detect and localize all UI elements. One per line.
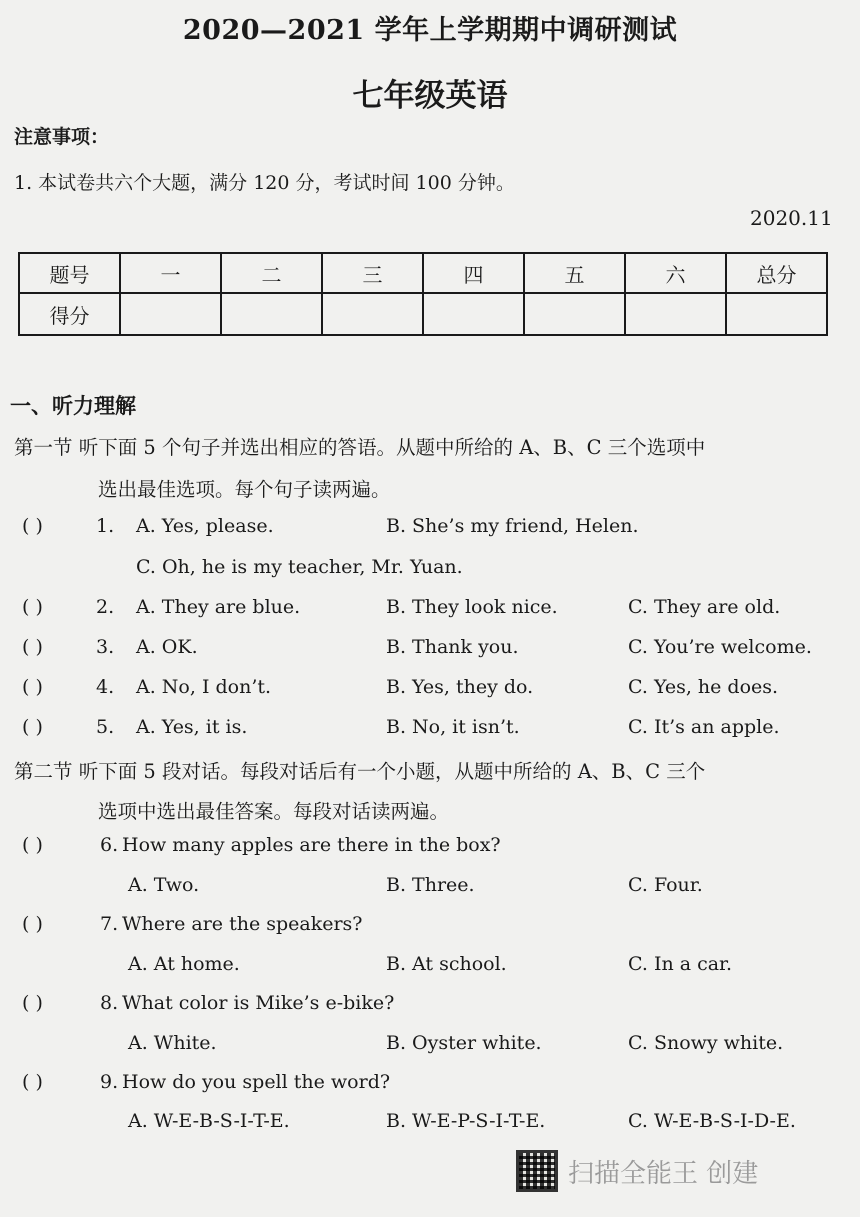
option-b: B. Thank you. — [386, 636, 519, 658]
part-1-instructions-cont: 选出最佳选项。每个句子读两遍。 — [98, 478, 391, 501]
score-input-cell[interactable] — [423, 293, 524, 335]
score-cell: 三 — [322, 253, 423, 293]
score-table — [18, 252, 828, 336]
option-a: A. Yes, please. — [136, 515, 274, 537]
option-c: C. W-E-B-S-I-D-E. — [628, 1110, 796, 1132]
question-stem: What color is Mike’s e-bike? — [122, 992, 395, 1014]
notice-label: 注意事项： — [14, 126, 110, 148]
option-a: A. Yes, it is. — [136, 716, 248, 738]
option-b: B. At school. — [386, 953, 507, 975]
part-2-instructions: 第二节 听下面 5 段对话。每段对话后有一个小题，从题中所给的 A、B、C 三个 — [14, 760, 706, 783]
answer-blank[interactable]: ( ) — [22, 1071, 43, 1093]
exam-title: 2020—2021 学年上学期期中调研测试 — [182, 15, 678, 46]
score-cell: 六 — [625, 253, 726, 293]
question-number: 3. — [96, 636, 115, 658]
option-b: B. She’s my friend, Helen. — [386, 515, 639, 537]
option-a: A. At home. — [128, 953, 240, 975]
question-number: 5. — [96, 716, 115, 738]
option-c: C. Yes, he does. — [628, 676, 779, 698]
question-stem: How many apples are there in the box? — [122, 834, 501, 856]
score-table-header-row — [19, 253, 827, 293]
score-cell: 题号 — [19, 253, 120, 293]
option-a: A. OK. — [136, 636, 198, 658]
exam-subject: 七年级英语 — [352, 78, 508, 114]
answer-blank[interactable]: ( ) — [22, 676, 43, 698]
option-b: B. No, it isn’t. — [386, 716, 520, 738]
option-c: C. Snowy white. — [628, 1032, 784, 1054]
score-cell: 得分 — [19, 293, 120, 335]
option-a: A. They are blue. — [136, 596, 301, 618]
option-c: C. Oh, he is my teacher, Mr. Yuan. — [136, 556, 463, 578]
section-1-title: 一、听力理解 — [10, 393, 136, 418]
part-2-instructions-cont: 选项中选出最佳答案。每段对话读两遍。 — [98, 800, 450, 823]
option-b: B. Oyster white. — [386, 1032, 542, 1054]
option-a: A. W-E-B-S-I-T-E. — [128, 1110, 290, 1132]
score-input-cell[interactable] — [726, 293, 827, 335]
notice-rule-1: 1. 本试卷共六个大题，满分 120 分，考试时间 100 分钟。 — [14, 172, 515, 194]
qr-code-icon — [516, 1150, 558, 1192]
option-b: B. They look nice. — [386, 596, 558, 618]
score-input-cell[interactable] — [322, 293, 423, 335]
exam-date: 2020.11 — [750, 206, 833, 230]
question-stem: How do you spell the word? — [122, 1071, 391, 1093]
score-cell: 二 — [221, 253, 322, 293]
option-c: C. They are old. — [628, 596, 781, 618]
score-cell: 四 — [423, 253, 524, 293]
question-number: 7. — [100, 913, 119, 935]
answer-blank[interactable]: ( ) — [22, 834, 43, 856]
option-b: B. W-E-P-S-I-T-E. — [386, 1110, 546, 1132]
answer-blank[interactable]: ( ) — [22, 636, 43, 658]
option-a: A. No, I don’t. — [136, 676, 272, 698]
score-input-cell[interactable] — [221, 293, 322, 335]
part-1-instructions: 第一节 听下面 5 个句子并选出相应的答语。从题中所给的 A、B、C 三个选项中 — [14, 436, 706, 459]
score-cell: 一 — [120, 253, 221, 293]
option-c: C. Four. — [628, 874, 703, 896]
option-c: C. In a car. — [628, 953, 733, 975]
question-number: 2. — [96, 596, 115, 618]
score-cell: 总分 — [726, 253, 827, 293]
score-table-score-row — [19, 293, 827, 335]
option-a: A. Two. — [128, 874, 200, 896]
option-b: B. Three. — [386, 874, 475, 896]
watermark-text: 扫描全能王 创建 — [568, 1158, 759, 1189]
score-input-cell[interactable] — [625, 293, 726, 335]
question-number: 8. — [100, 992, 119, 1014]
option-c: C. You’re welcome. — [628, 636, 812, 658]
answer-blank[interactable]: ( ) — [22, 716, 43, 738]
score-input-cell[interactable] — [524, 293, 625, 335]
answer-blank[interactable]: ( ) — [22, 992, 43, 1014]
answer-blank[interactable]: ( ) — [22, 913, 43, 935]
score-cell: 五 — [524, 253, 625, 293]
question-number: 4. — [96, 676, 115, 698]
answer-blank[interactable]: ( ) — [22, 515, 43, 537]
option-a: A. White. — [128, 1032, 217, 1054]
option-b: B. Yes, they do. — [386, 676, 534, 698]
answer-blank[interactable]: ( ) — [22, 596, 43, 618]
question-stem: Where are the speakers? — [122, 913, 363, 935]
scanner-watermark — [516, 1150, 758, 1192]
question-number: 9. — [100, 1071, 119, 1093]
question-number: 6. — [100, 834, 119, 856]
score-input-cell[interactable] — [120, 293, 221, 335]
question-number: 1. — [96, 515, 115, 537]
option-c: C. It’s an apple. — [628, 716, 780, 738]
